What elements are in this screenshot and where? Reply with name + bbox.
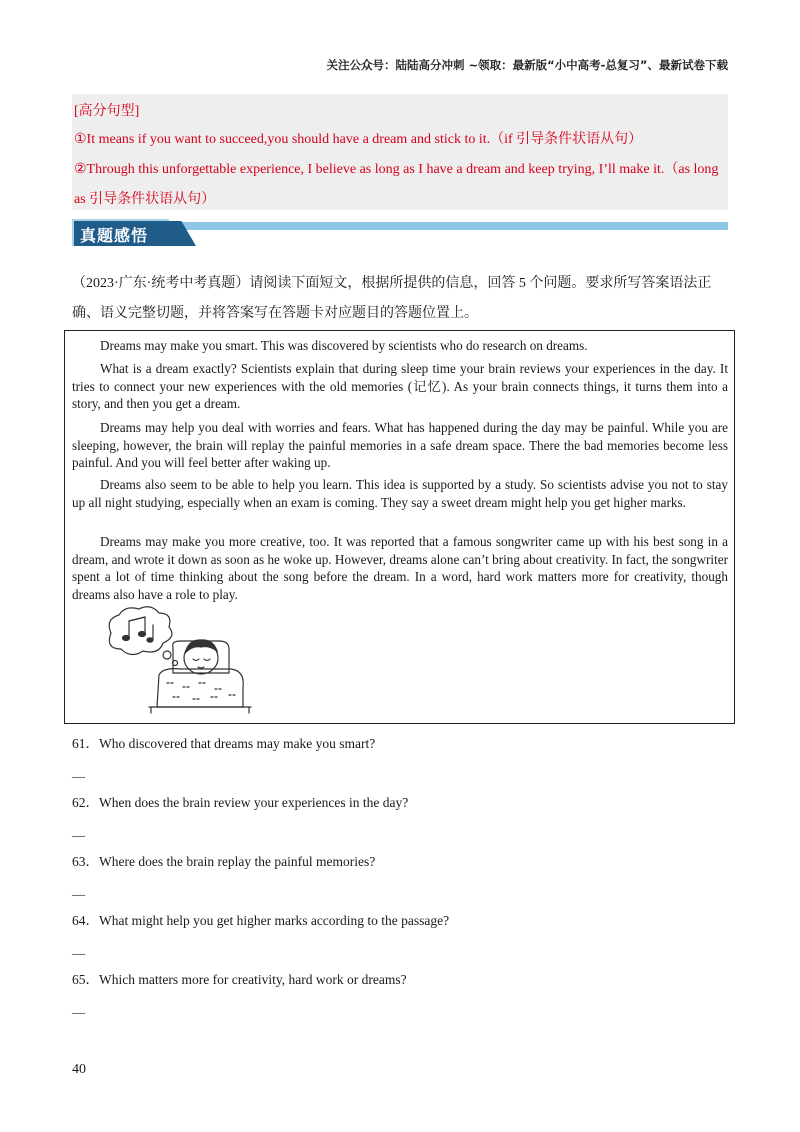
instructions-line-1: （2023·广东·统考中考真题）请阅读下面短文，根据所提供的信息，回答 5 个问题。要求所写答案语法正 (72, 276, 712, 291)
question-65: 65．Which matters more for creativity, hard work or dreams? (72, 972, 407, 987)
question-61: 61．Who discovered that dreams may make you smart? (72, 736, 376, 751)
answer-blank-61[interactable]: __ (72, 764, 85, 779)
sleeping-child-illustration (101, 603, 261, 715)
key-sentences-title: [高分句型] (74, 104, 140, 119)
key-sentences-box (72, 94, 728, 210)
passage-paragraph-3: Dreams may help you deal with worries and fears. What has happened during the day may be painful. While you are sleeping, however, the brain will replay the painful memories in a safe dream space. There the bad memories become less painful. And you will feel better after waking up. (72, 420, 728, 470)
question-63: 63．Where does the brain replay the painful memories? (72, 854, 376, 869)
passage-paragraph-2: What is a dream exactly? Scientists explain that during sleep time your brain reviews your experiences in the day. It tries to connect your new experiences with the old memories (记忆). As your brain connects things, it turns them into a story, and then you get a dream. (72, 361, 728, 411)
page-number: 40 (72, 1062, 86, 1077)
key-sentence-1: ①It means if you want to succeed,you should have a dream and stick to it.（if 引导条件状语从句） (74, 132, 643, 147)
passage-paragraph-1: Dreams may make you smart. This was discovered by scientists who do research on dreams. (100, 338, 588, 353)
question-62: 62．When does the brain review your experiences in the day? (72, 795, 409, 810)
thought-dot-large (163, 651, 171, 659)
section-banner (72, 219, 728, 247)
key-sentence-2-continued: as 引导条件状语从句） (74, 192, 216, 207)
reading-passage (64, 330, 735, 724)
key-sentence-2: ②Through this unforgettable experience, I believe as long as I have a dream and keep trying, I’ll make it.（as long (74, 162, 719, 177)
question-64: 64．What might help you get higher marks according to the passage? (72, 913, 450, 928)
section-title: 真题感悟 (80, 226, 149, 245)
passage-paragraph-4: Dreams also seem to be able to help you learn. This idea is supported by a study. So scientists advise you not to stay up all night studying, especially when an exam is coming. They say a sweet dream might help you get higher marks. (72, 477, 728, 510)
page-header: 关注公众号：陆陆高分冲刺 ~领取：最新版“小中高考-总复习”、最新试卷下载 (326, 58, 728, 72)
answer-blank-64[interactable]: __ (72, 941, 85, 956)
thought-bubble (109, 607, 172, 655)
bed-frame (149, 707, 251, 713)
answer-blank-65[interactable]: __ (72, 1000, 85, 1015)
passage-paragraph-5: Dreams may make you more creative, too. It was reported that a famous songwriter came up with his best song in a dream, and wrote it down as soon as he woke up. However, dreams alone can’t bring about creativity. In fact, the songwriter spent a lot of time thinking about the song before the dream. In a word, hard work matters more for creativity, though dreams also have a role to play. (72, 534, 728, 602)
blanket-pattern (167, 683, 237, 699)
music-note-icon (123, 617, 154, 642)
instructions-line-2: 确、语义完整切题，并将答案写在答题卡对应题目的答题位置上。 (72, 306, 478, 321)
answer-blank-63[interactable]: __ (72, 882, 85, 897)
answer-blank-62[interactable]: __ (72, 823, 85, 838)
banner-stripe (182, 222, 728, 230)
